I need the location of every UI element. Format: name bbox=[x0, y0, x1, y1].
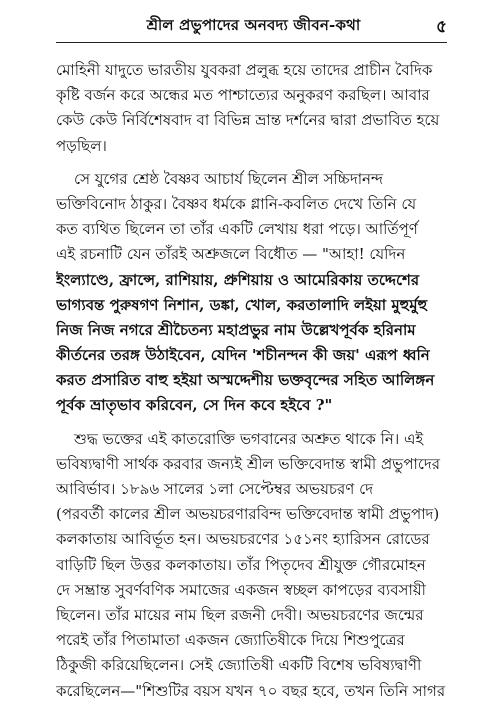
text-line: সে যুগের শ্রেষ্ঠ বৈষ্ণব আচার্য ছিলেন শ্রীল সচ্চিদানন্দ bbox=[74, 169, 384, 188]
text-line: শুদ্ধ ভক্তের এই কাতরোক্তি ভগবানের অশ্রুত থাকে নি। এই bbox=[74, 429, 424, 448]
quote-line: নিজ নিজ নগরে শ্রীচৈতন্য মহাপ্রভুর নাম উল্লেখপূর্বক হরিনাম bbox=[56, 320, 416, 339]
paragraph-gap bbox=[56, 419, 451, 427]
text-line: দে সম্ভ্রান্ত সুবর্ণবণিক সমাজের একজন স্বচ্ছল কাপড়ের ব্যবসায়ী bbox=[56, 580, 426, 599]
text-line: বাড়িটি ছিল উত্তর কলকাতায়। তাঁর পিতৃদেব শ্রীযুক্ত গৌরমোহন bbox=[56, 555, 426, 574]
header-rule bbox=[56, 42, 447, 43]
text-line: ঠিকুজী করিয়েছিলেন। সেই জ্যোতিষী একটি বিশেষ ভবিষ্যদ্বাণী bbox=[56, 656, 422, 675]
text-line: ছিলেন। তাঁর মায়ের নাম ছিল রজনী দেবী। অভয়চরণের জন্মের bbox=[56, 605, 424, 624]
text-line: ভক্তিবিনোদ ঠাকুর। বৈষ্ণব ধর্মকে গ্লানি-কবলিত দেখে তিনি যে bbox=[56, 194, 417, 213]
text-line: মোহিনী যাদুতে ভারতীয় যুবকরা প্রলুব্ধ হয়ে তাদের প্রাচীন বৈদিক bbox=[56, 61, 433, 79]
page-body bbox=[56, 58, 451, 704]
text-line: পরেই তাঁর পিতামাতা একজন জ্যোতিষীকে দিয়ে শিশুপুত্রের bbox=[56, 631, 405, 650]
text-line: কৃষ্টি বর্জন করে অন্ধের মত পাশ্চাত্যের অনুকরণ করছিল। আবার bbox=[56, 86, 430, 105]
paragraph-gap bbox=[56, 159, 451, 167]
text-line: এই রচনাটি যেন তাঁরই অশ্রুজলে বিধৌত — "আহা! যেদিন bbox=[56, 245, 406, 264]
page-number: ৫ bbox=[435, 17, 447, 37]
paragraph bbox=[56, 427, 451, 704]
quote-line: পূর্বক ভ্রাতৃভাব করিবেন, সে দিন কবে হইবে ?" bbox=[56, 396, 333, 415]
quote-line: করত প্রসারিত বাহু হইয়া অস্মদ্দেশীয় ভক্তবৃন্দের সহিত আলিঙ্গন bbox=[56, 371, 435, 390]
quote-line: ভাগ্যবন্ত পুরুষগণ নিশান, ডঙ্কা, খোল, করতালাদি লইয়া মুহুর্মুহু bbox=[56, 295, 428, 314]
text-line: কলকাতায় আবির্ভূত হন। অভয়চরণের ১৫১নং হ্যারিসন রোডের bbox=[56, 530, 430, 549]
text-line: আবির্ভাব। ১৮৯৬ সালের ১লা সেপ্টেম্বর অভয়চরণ দে bbox=[56, 480, 374, 498]
quote-line: ইংল্যাণ্ডে, ফ্রান্সে, রাশিয়ায়, প্রুশিয়ায় ও আমেরিকায় তদ্দেশের bbox=[56, 270, 420, 289]
text-line: (পরবর্তী কালের শ্রীল অভয়চরণারবিন্দ ভক্তিবেদান্ত স্বামী প্রভুপাদ) bbox=[56, 505, 440, 524]
text-line: ভবিষ্যদ্বাণী সার্থক করবার জন্যই শ্রীল ভক্তিবেদান্ত স্বামী প্রভুপাদের bbox=[56, 454, 441, 473]
running-header bbox=[60, 14, 447, 38]
quote-line: কীর্তনের তরঙ্গ উঠাইবেন, যেদিন 'শচীনন্দন কী জয়' এরূপ ধ্বনি bbox=[56, 346, 430, 365]
text-line: করেছিলেন—"শিশুটির বয়স যখন ৭০ বছর হবে, তখন তিনি সাগর bbox=[56, 681, 446, 700]
paragraph bbox=[56, 167, 451, 419]
text-line: কেউ কেউ নির্বিশেষবাদ বা বিভিন্ন ভ্রান্ত দর্শনের দ্বারা প্রভাবিত হয়ে bbox=[56, 111, 440, 130]
paragraph bbox=[56, 58, 451, 159]
running-title: শ্রীল প্রভুপাদের অনবদ্য জীবন-কথা bbox=[146, 16, 361, 34]
text-line: কত ব্যথিত ছিলেন তা তাঁর একটি লেখায় ধরা পড়ে। আর্তিপূর্ণ bbox=[56, 220, 418, 239]
text-line: পড়ছিল। bbox=[56, 136, 107, 155]
